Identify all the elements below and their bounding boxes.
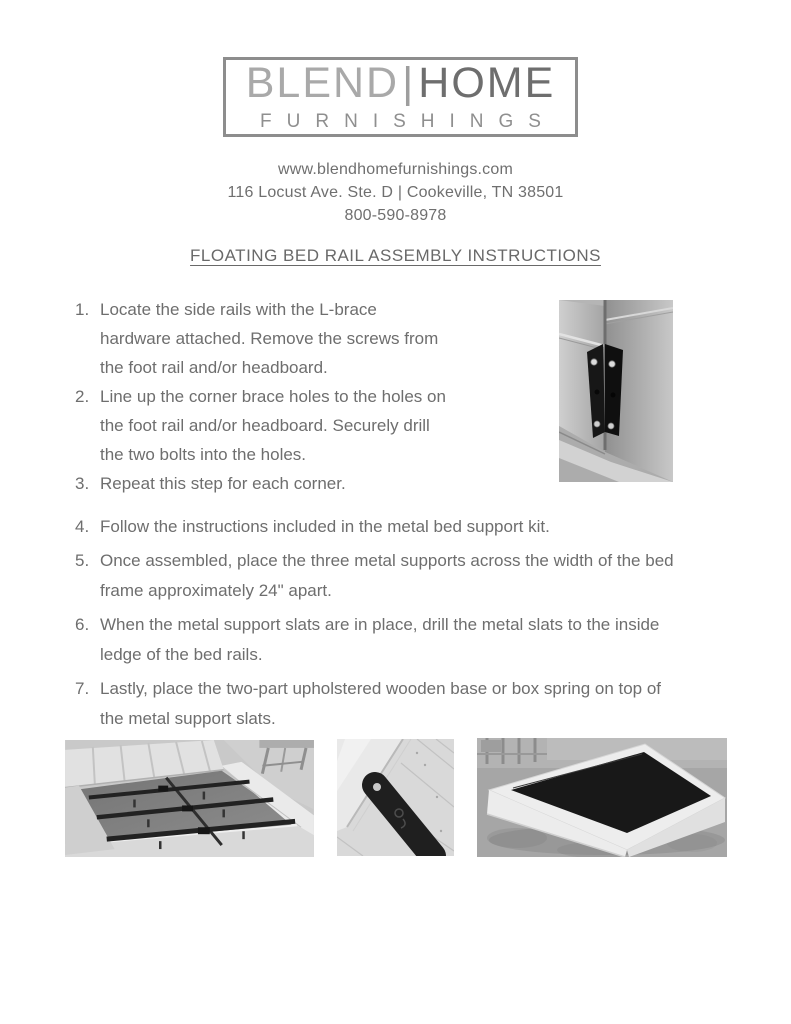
logo-separator-bar: | [402,58,416,107]
slat-ledge-closeup-photo [337,739,454,856]
instruction-step [75,295,480,382]
instruction-list-top [75,295,480,498]
brand-name-home: HOME [418,58,556,107]
step-number: 7. [75,679,90,698]
brand-name [245,58,556,107]
corner-brace-photo [559,300,673,482]
website-text: www.blendhomefurnishings.com [277,161,514,178]
instruction-step [75,469,480,498]
step-text: When the metal support slats are in place, drill the metal slats to the inside ledge of the bed rails. [100,615,660,664]
step-number: 5. [75,551,90,570]
instruction-step [75,610,725,670]
brand-subtitle: FURNISHINGS [260,110,556,132]
instruction-step [75,546,725,606]
upholstered-base-photo [477,738,727,857]
bed-frame-illustration [64,740,315,857]
step-text: Line up the corner brace holes to the holes on the foot rail and/or headboard. Securely drill the two bolts into the holes. [100,387,446,464]
brand-logo [223,57,578,137]
bed-frame-slats-photo [64,740,315,857]
instruction-step [75,674,725,734]
step-number: 2. [75,387,90,406]
slat-hole-icon [373,783,381,791]
step-number: 3. [75,474,90,493]
base-illustration [477,738,727,857]
step-text: Follow the instructions included in the metal bed support kit. [100,517,550,536]
contact-block [0,158,791,227]
brand-name-blend: BLEND [245,58,400,107]
screw-icon [594,421,600,427]
phone-text: 800-590-8978 [344,207,447,224]
screw-icon [608,423,614,429]
screw-icon [591,359,597,365]
instruction-step [75,382,480,469]
l-brace-bracket-shape [587,344,623,438]
step-text: Locate the side rails with the L-brace hardware attached. Remove the screws from the foot rail and/or headboard. [100,300,439,377]
instruction-step [75,512,725,542]
step-number: 4. [75,517,90,536]
step-number: 1. [75,300,90,319]
step-text: Lastly, place the two-part upholstered wooden base or box spring on top of the metal support slats. [100,679,662,728]
corner-brace-illustration [559,300,673,482]
page-title: FLOATING BED RAIL ASSEMBLY INSTRUCTIONS [190,246,601,265]
step-number: 6. [75,615,90,634]
step-text: Repeat this step for each corner. [100,474,346,493]
address-text: 116 Locust Ave. Ste. D | Cookeville, TN 38501 [227,184,564,201]
instruction-list-bottom [75,512,725,738]
screw-icon [609,361,615,367]
step-text: Once assembled, place the three metal supports across the width of the bed frame approximately 24" apart. [100,551,674,600]
slat-closeup-illustration [337,739,454,856]
